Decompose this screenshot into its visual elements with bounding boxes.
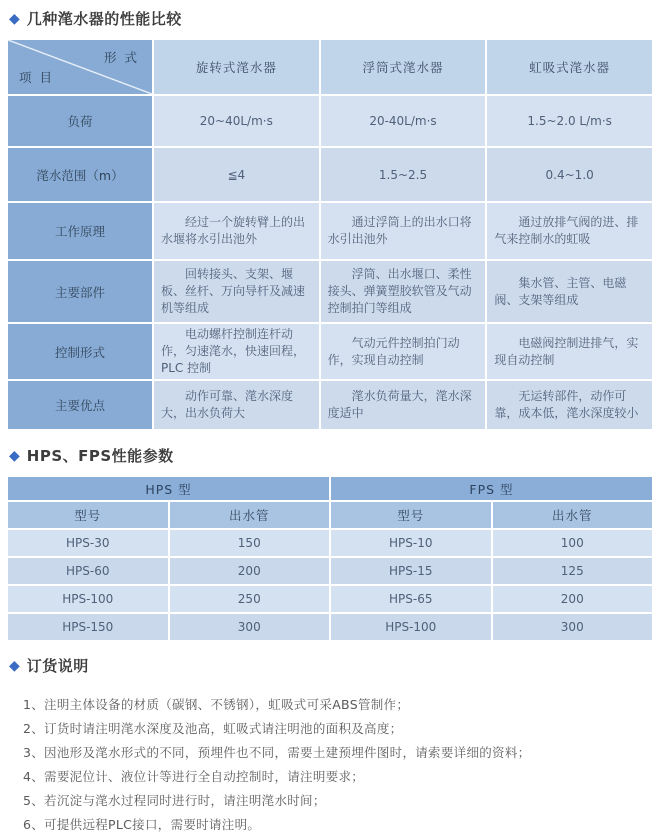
cell-paragraph: 动作可靠、滗水深度大，出水负荷大 — [161, 389, 294, 420]
table-cell: 20-40L/m·s — [321, 96, 486, 146]
table-cell — [487, 381, 652, 429]
table-cell: 200 — [493, 586, 653, 612]
params-table — [8, 477, 652, 640]
table-cell: HPS-60 — [8, 558, 168, 584]
table-cell: 0.4~1.0 — [487, 148, 652, 201]
cell-paragraph: 集水管、主管、电磁阀、支架等组成 — [494, 275, 627, 307]
table-cell — [154, 324, 319, 379]
table-cell — [487, 203, 652, 259]
cell-paragraph: 滗水负荷量大，滗水深度适中 — [327, 389, 472, 420]
group-header-hps: HPS 型 — [8, 477, 329, 500]
diamond-bullet-icon: ◆ — [9, 10, 20, 27]
cell-paragraph: 电动螺杆控制连杆动作，匀速滗水，快速回程，PLC 控制 — [161, 327, 306, 375]
cell-paragraph: 气动元件控制拍门动作，实现自动控制 — [327, 335, 460, 367]
subheader-model: 型号 — [331, 502, 491, 528]
ordering-note: 4、需要泥位计、液位计等进行全自动控制时，请注明要求； — [23, 769, 365, 784]
table-cell: HPS-10 — [331, 530, 491, 556]
table-cell: 100 — [493, 530, 653, 556]
row-label-range: 滗水范围（m） — [8, 148, 152, 201]
table-cell: 150 — [170, 530, 330, 556]
cell-paragraph: 回转接头、支架、堰板、丝杆、万向导杆及减速机等组成 — [161, 267, 306, 315]
table-cell: 1.5~2.5 — [321, 148, 486, 201]
table-cell — [154, 261, 319, 322]
table-cell: 300 — [493, 614, 653, 640]
cell-paragraph: 经过一个旋转臂上的出水堰将水引出池外 — [161, 215, 306, 246]
ordering-notes-list — [8, 687, 652, 832]
corner-header-cell — [8, 40, 152, 94]
ordering-note: 3、因池形及滗水形式的不同，预埋件也不同，需要土建预埋件图时，请索要详细的资料； — [23, 745, 531, 760]
table-cell: HPS-65 — [331, 586, 491, 612]
cell-paragraph: 电磁阀控制进排气，实现自动控制 — [494, 335, 639, 367]
section-title-ordering — [9, 655, 652, 676]
corner-bottom-label: 项 目 — [19, 70, 54, 85]
comparison-title-text: 几种滗水器的性能比较 — [26, 10, 182, 28]
table-cell: HPS-100 — [8, 586, 168, 612]
table-cell: 125 — [493, 558, 653, 584]
table-cell: 300 — [170, 614, 330, 640]
row-label-load: 负荷 — [8, 96, 152, 146]
table-cell: HPS-15 — [331, 558, 491, 584]
diamond-bullet-icon: ◆ — [9, 447, 20, 464]
subheader-outlet-pipe: 出水管 — [170, 502, 330, 528]
subheader-outlet-pipe: 出水管 — [493, 502, 653, 528]
table-cell — [487, 261, 652, 322]
ordering-note: 2、订货时请注明滗水深度及池高，虹吸式请注明池的面积及高度； — [23, 721, 403, 736]
table-cell — [321, 324, 486, 379]
table-cell: 200 — [170, 558, 330, 584]
table-cell — [321, 261, 486, 322]
params-section — [8, 445, 652, 640]
table-cell: HPS-150 — [8, 614, 168, 640]
ordering-title-text: 订货说明 — [26, 657, 89, 675]
subheader-model: 型号 — [8, 502, 168, 528]
cell-paragraph: 浮筒、出水堰口、柔性接头、弹簧塑胶软管及气动控制拍门等组成 — [327, 267, 472, 315]
column-header-siphon: 虹吸式滗水器 — [487, 40, 652, 94]
column-header-rotary: 旋转式滗水器 — [154, 40, 319, 94]
table-cell: 1.5~2.0 L/m·s — [487, 96, 652, 146]
cell-paragraph: 通过浮筒上的出水口将水引出池外 — [327, 215, 472, 246]
ordering-note: 6、可提供远程PLC接口，需要时请注明。 — [23, 817, 261, 832]
column-header-float: 浮筒式滗水器 — [321, 40, 486, 94]
section-title-params — [9, 445, 652, 466]
row-label-control: 控制形式 — [8, 324, 152, 379]
diamond-bullet-icon: ◆ — [9, 657, 20, 674]
row-label-principle: 工作原理 — [8, 203, 152, 259]
table-cell: 20~40L/m·s — [154, 96, 319, 146]
table-cell — [321, 381, 486, 429]
comparison-table — [8, 40, 652, 429]
cell-paragraph: 无运转部件，动作可靠，成本低，滗水深度较小 — [494, 389, 639, 420]
table-cell — [154, 203, 319, 259]
params-title-text: HPS、FPS性能参数 — [26, 447, 174, 465]
row-label-components: 主要部件 — [8, 261, 152, 322]
ordering-section — [8, 655, 652, 832]
cell-paragraph: 通过放排气阀的进、排气来控制水的虹吸 — [494, 215, 639, 246]
group-header-fps: FPS 型 — [331, 477, 652, 500]
section-title-comparison — [9, 8, 652, 29]
table-cell — [487, 324, 652, 379]
ordering-note: 1、注明主体设备的材质（碳钢、不锈钢），虹吸式可采ABS管制作； — [23, 697, 410, 712]
table-cell: ≦4 — [154, 148, 319, 201]
corner-top-label: 形 式 — [104, 50, 139, 65]
row-label-advantages: 主要优点 — [8, 381, 152, 429]
table-cell — [321, 203, 486, 259]
table-cell: HPS-30 — [8, 530, 168, 556]
table-cell: HPS-100 — [331, 614, 491, 640]
table-cell: 250 — [170, 586, 330, 612]
table-cell — [154, 381, 319, 429]
ordering-note: 5、若沉淀与滗水过程同时进行时，请注明滗水时间； — [23, 793, 326, 808]
